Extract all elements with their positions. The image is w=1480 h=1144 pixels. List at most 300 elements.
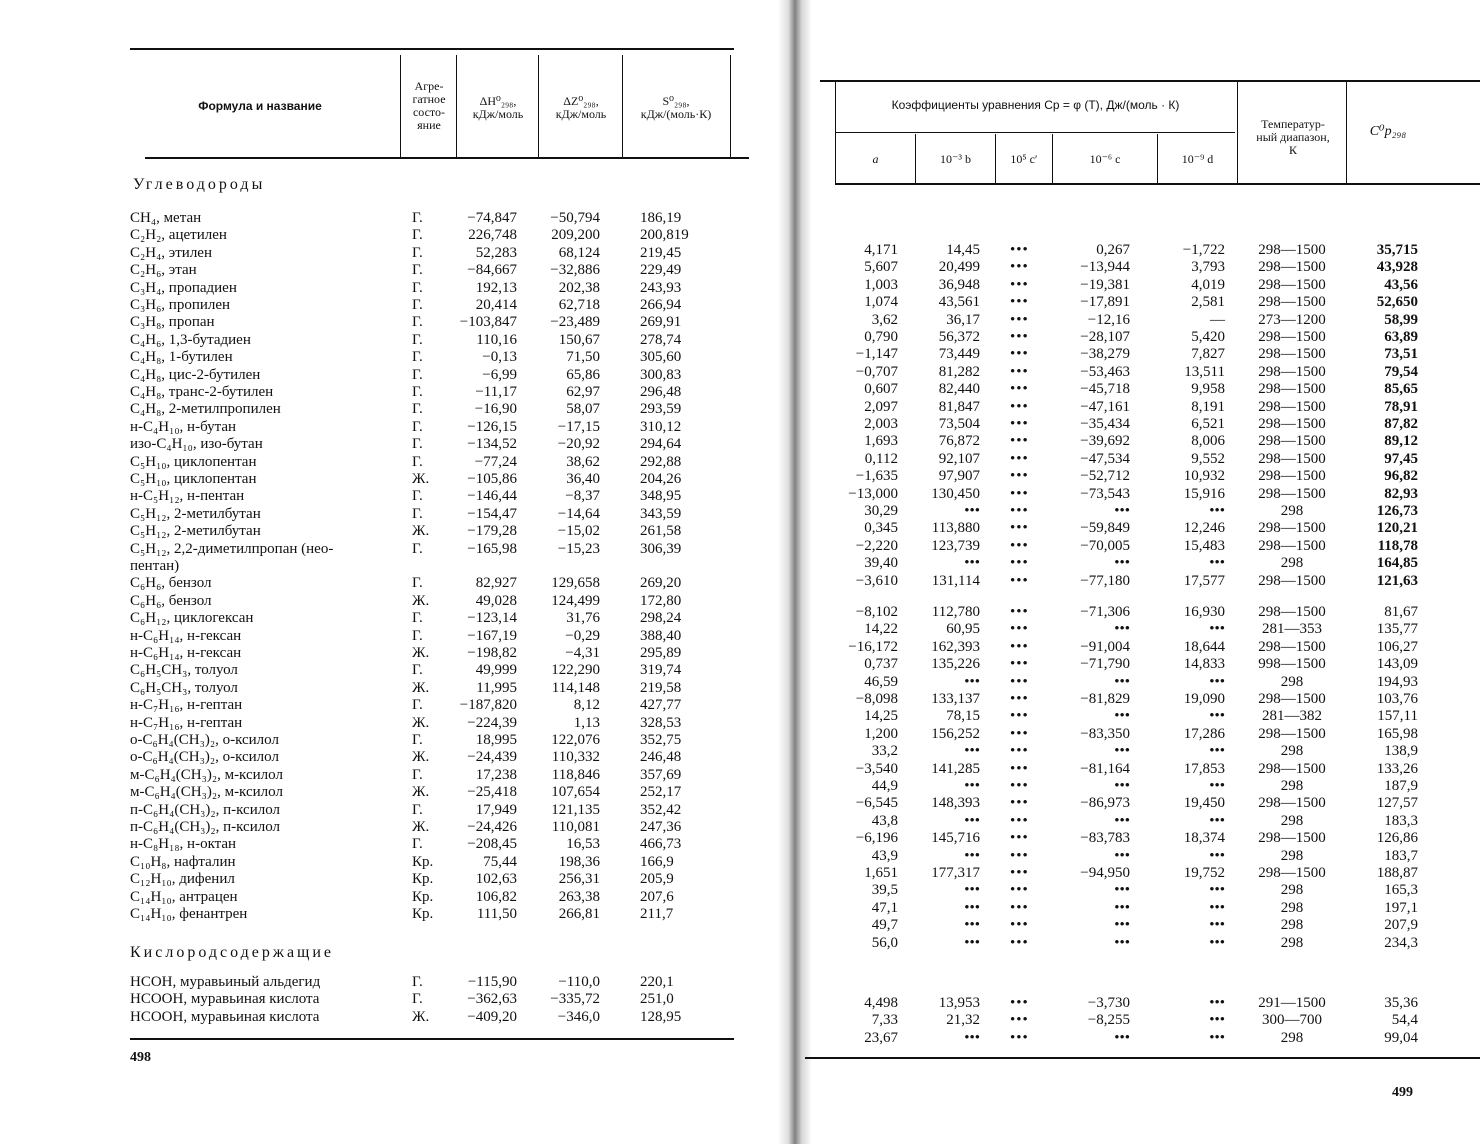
state-cell: Г.	[412, 331, 423, 348]
d-cell: 19,752	[1183, 865, 1225, 881]
dh-cell: −77,24	[474, 453, 517, 470]
compound-name: HCOH, муравьиный альдегид	[130, 974, 321, 990]
b-cell: •••	[964, 555, 980, 572]
table-row	[790, 708, 1480, 725]
table-row	[130, 245, 730, 262]
b-cell: •••	[964, 812, 980, 829]
header-c: 10⁻⁶ c	[1089, 152, 1121, 166]
compound-name: C₃H₈, пропан	[130, 314, 215, 331]
c-cell: •••	[1114, 899, 1130, 916]
dh-cell: 111,50	[476, 906, 517, 922]
a-cell: 1,200	[864, 725, 898, 742]
table-row	[130, 401, 730, 418]
s-cell: 343,59	[640, 505, 682, 522]
state-cell: Г.	[412, 610, 423, 627]
d-cell: •••	[1209, 503, 1225, 519]
a-cell: 46,59	[864, 673, 898, 690]
compound-name: н-C₆H₁₄, н-гексан	[130, 627, 242, 644]
range-cell: 281—353	[1262, 621, 1322, 638]
c-cell: •••	[1114, 743, 1130, 760]
cp-cell: 121,63	[1376, 572, 1418, 589]
table-row	[130, 854, 730, 871]
s-cell: 128,95	[640, 1008, 682, 1025]
c-cell: −91,004	[1080, 638, 1130, 655]
dz-cell: −15,02	[557, 523, 600, 540]
c-cell: −8,255	[1087, 1012, 1130, 1029]
c1-cell: •••	[1010, 638, 1029, 655]
dz-cell: −15,23	[557, 540, 600, 557]
s-cell: 292,88	[640, 453, 682, 470]
table-row	[790, 691, 1480, 708]
dz-cell: −4,31	[565, 645, 600, 661]
compound-name: C₄H₈, 1-бутилен	[130, 349, 233, 366]
s-cell: 269,91	[640, 314, 682, 331]
compound-name: C₁₄H₁₀, фенантрен	[130, 906, 248, 922]
table-row	[790, 830, 1480, 847]
table-row	[130, 732, 730, 749]
table-row	[130, 262, 730, 279]
c1-cell: •••	[1010, 795, 1029, 812]
dz-cell: 114,148	[551, 679, 600, 696]
a-cell: −16,172	[848, 638, 898, 655]
d-cell: •••	[1209, 743, 1225, 760]
s-cell: 295,89	[640, 645, 682, 661]
dz-cell: 62,718	[558, 297, 600, 313]
compound-name: н-C₅H₁₂, н-пентан	[130, 488, 245, 505]
a-cell: 43,9	[871, 847, 898, 864]
cp-cell: 188,87	[1376, 865, 1418, 881]
col-divider	[730, 55, 731, 159]
cp-cell: 43,928	[1376, 259, 1418, 276]
b-cell: 123,739	[931, 537, 980, 554]
b-cell: 92,107	[938, 450, 980, 467]
top-rule	[820, 80, 1480, 82]
a-cell: 39,5	[871, 882, 898, 899]
a-cell: 23,67	[864, 1029, 898, 1046]
cp-cell: 165,3	[1384, 882, 1418, 899]
a-cell: 2,097	[864, 398, 898, 415]
d-cell: •••	[1209, 555, 1225, 572]
state-cell: Г.	[412, 227, 423, 244]
b-cell: •••	[964, 882, 980, 899]
b-cell: 133,137	[931, 691, 980, 707]
table-row	[790, 813, 1480, 830]
range-cell: 298	[1280, 899, 1304, 916]
c1-cell: •••	[1010, 363, 1029, 380]
c1-cell: •••	[1010, 555, 1029, 572]
a-cell: −3,610	[855, 572, 898, 589]
cp-cell: 133,26	[1376, 760, 1418, 777]
table-row	[790, 329, 1480, 346]
header-range: Температур- ный диапазон, К	[1256, 117, 1330, 157]
dz-cell: 209,200	[551, 227, 600, 244]
compound-name: о-C₆H₄(CH₃)₂, о-ксилол	[130, 732, 279, 748]
header-cp: C⁰p₂₉₈	[1369, 124, 1407, 139]
table-row	[790, 1030, 1480, 1047]
s-cell: 229,49	[640, 262, 682, 279]
dz-cell: 124,499	[551, 592, 600, 609]
table-row	[790, 277, 1480, 294]
compound-name: пентан)	[130, 558, 180, 574]
d-cell: −1,722	[1182, 242, 1225, 258]
dh-cell: −362,63	[467, 991, 517, 1008]
table-row	[790, 364, 1480, 381]
a-cell: 0,112	[864, 450, 898, 467]
b-cell: 162,393	[931, 638, 980, 655]
c-cell: −47,534	[1080, 450, 1130, 467]
state-cell: Г.	[412, 662, 423, 679]
state-cell: Г.	[412, 697, 423, 714]
a-cell: 4,498	[864, 995, 898, 1011]
dh-cell: 17,949	[475, 801, 517, 818]
b-cell: 36,17	[946, 311, 980, 328]
d-cell: 8,006	[1191, 433, 1225, 450]
dh-cell: −115,90	[467, 974, 517, 990]
table-row	[130, 523, 730, 540]
d-cell: 12,246	[1183, 520, 1225, 537]
state-cell: Ж.	[412, 819, 430, 835]
d-cell: 15,483	[1183, 537, 1225, 554]
compound-name: C₅H₁₂, 2-метилбутан	[130, 523, 261, 540]
c1-cell: •••	[1010, 743, 1029, 760]
compound-name: C₆H₅CH₃, толуол	[130, 662, 238, 679]
c1-cell: •••	[1010, 621, 1029, 638]
b-cell: 14,45	[946, 242, 980, 258]
dh-cell: −165,98	[467, 540, 517, 557]
cp-cell: 99,04	[1384, 1029, 1418, 1046]
table-row	[790, 900, 1480, 917]
c1-cell: •••	[1010, 865, 1029, 881]
cp-cell: 135,77	[1376, 621, 1418, 638]
s-cell: 219,45	[640, 244, 682, 261]
dz-cell: −32,886	[550, 262, 600, 279]
dh-cell: −134,52	[467, 436, 517, 453]
s-cell: 300,83	[640, 366, 682, 383]
header-bottom-rule	[145, 157, 749, 159]
a-cell: −6,196	[855, 830, 898, 847]
dz-cell: 129,658	[551, 575, 600, 592]
dz-cell: 121,135	[551, 801, 600, 818]
a-cell: 1,693	[864, 433, 898, 450]
s-cell: 328,53	[640, 714, 682, 731]
dz-cell: 150,67	[558, 331, 600, 348]
compound-name: п-C₆H₄(CH₃)₂, п-ксилол	[130, 801, 280, 818]
cp-cell: 85,65	[1384, 381, 1418, 398]
b-cell: •••	[964, 673, 980, 690]
b-cell: 73,504	[938, 416, 980, 432]
compound-name: C₆H₆, бензол	[130, 592, 212, 609]
compound-name: C₆H₅CH₃, толуол	[130, 679, 238, 696]
c1-cell: •••	[1010, 485, 1029, 502]
state-cell: Г.	[412, 991, 423, 1008]
c1-cell: •••	[1010, 329, 1029, 345]
c-cell: •••	[1114, 1029, 1130, 1046]
range-cell: 298	[1280, 882, 1304, 899]
state-cell: Г.	[412, 349, 423, 366]
s-cell: 388,40	[640, 627, 682, 644]
range-cell: 281—382	[1262, 708, 1322, 725]
header-dz: ΔZ⁰₂₉₈, кДж/моль	[555, 94, 607, 121]
table-row	[790, 381, 1480, 398]
state-cell: Г.	[412, 244, 423, 261]
compound-name: CH₄, метан	[130, 210, 202, 226]
dz-cell: −110,0	[558, 974, 600, 990]
cp-cell: 183,7	[1384, 847, 1418, 864]
c1-cell: •••	[1010, 604, 1029, 620]
s-cell: 466,73	[640, 836, 682, 853]
col-divider	[1346, 82, 1347, 185]
table-row	[130, 645, 730, 662]
dz-cell: 118,846	[551, 766, 600, 783]
range-cell: 298	[1280, 673, 1304, 690]
compound-name: н-C₄H₁₀, н-бутан	[130, 418, 237, 435]
table-row	[130, 680, 730, 697]
state-cell: Ж.	[412, 592, 430, 609]
a-cell: −8,102	[855, 604, 898, 620]
c1-cell: •••	[1010, 294, 1029, 311]
compound-name: C₅H₁₀, циклопентан	[130, 471, 257, 487]
table-row	[130, 454, 730, 471]
table-row	[790, 312, 1480, 329]
header-c1: 10⁵ c′	[1010, 152, 1038, 166]
table-row	[790, 1012, 1480, 1029]
dh-cell: 11,995	[476, 679, 517, 696]
table-row	[130, 991, 730, 1008]
c1-cell: •••	[1010, 381, 1029, 398]
range-cell: 298—1500	[1258, 346, 1326, 363]
cp-cell: 89,12	[1384, 433, 1418, 450]
a-cell: −6,545	[855, 795, 898, 812]
c1-cell: •••	[1010, 572, 1029, 589]
a-cell: 0,607	[864, 381, 898, 398]
compound-name: C₂H₆, этан	[130, 262, 197, 279]
dh-cell: −11,17	[475, 384, 517, 400]
table-row	[130, 662, 730, 679]
table-row	[130, 419, 730, 436]
c1-cell: •••	[1010, 398, 1029, 415]
a-cell: 0,790	[864, 329, 898, 345]
table-row	[130, 802, 730, 819]
a-cell: 7,33	[871, 1012, 898, 1029]
d-cell: •••	[1209, 917, 1225, 934]
range-cell: 298—1500	[1258, 242, 1326, 258]
compound-name: н-C₈H₁₈, н-октан	[130, 836, 237, 853]
d-cell: 4,019	[1191, 276, 1225, 293]
s-cell: 204,26	[640, 471, 682, 487]
c-cell: •••	[1114, 934, 1130, 951]
state-cell: Ж.	[412, 749, 430, 766]
range-cell: 298—1500	[1258, 450, 1326, 467]
d-cell: •••	[1209, 934, 1225, 951]
range-cell: 291—1500	[1258, 995, 1326, 1011]
table-row	[130, 906, 730, 923]
c1-cell: •••	[1010, 691, 1029, 707]
c1-cell: •••	[1010, 725, 1029, 742]
table-row	[790, 538, 1480, 555]
state-cell: Ж.	[412, 471, 430, 487]
state-cell: Г.	[412, 314, 423, 331]
cp-cell: 164,85	[1376, 555, 1418, 572]
dh-cell: −224,39	[467, 714, 517, 731]
c-cell: −35,434	[1080, 416, 1130, 432]
dz-cell: 36,40	[566, 471, 600, 487]
a-cell: −1,635	[855, 468, 898, 485]
table-row	[130, 974, 730, 991]
a-cell: 3,62	[871, 311, 898, 328]
s-cell: 211,7	[640, 906, 674, 922]
state-cell: Г.	[412, 210, 423, 226]
d-cell: 9,958	[1191, 381, 1225, 398]
range-cell: 298	[1280, 934, 1304, 951]
b-cell: 13,953	[938, 995, 980, 1011]
table-row	[790, 520, 1480, 537]
dh-cell: −154,47	[467, 505, 517, 522]
d-cell: •••	[1209, 1029, 1225, 1046]
dz-cell: −8,37	[565, 488, 600, 505]
table-row	[130, 889, 730, 906]
dh-cell: 192,13	[475, 279, 517, 296]
dz-cell: 110,332	[551, 749, 600, 766]
a-cell: 33,2	[871, 743, 898, 760]
cp-cell: 52,650	[1376, 294, 1418, 311]
table-row	[790, 674, 1480, 691]
d-cell: 14,833	[1183, 656, 1225, 673]
s-cell: 172,80	[640, 592, 682, 609]
d-cell: 5,420	[1191, 329, 1225, 345]
compound-name: C₃H₆, пропилен	[130, 297, 231, 313]
range-cell: 298	[1280, 503, 1304, 519]
s-cell: 352,42	[640, 801, 682, 818]
s-cell: 200,819	[640, 227, 689, 244]
c-cell: −19,381	[1080, 276, 1130, 293]
page-number-left: 498	[130, 1050, 151, 1065]
c-cell: −83,350	[1080, 725, 1130, 742]
dz-cell: 38,62	[566, 453, 600, 470]
c-cell: −47,161	[1080, 398, 1130, 415]
s-cell: 243,93	[640, 279, 682, 296]
dz-cell: 263,38	[558, 888, 600, 905]
state-cell: Ж.	[412, 714, 430, 731]
c1-cell: •••	[1010, 778, 1029, 794]
a-cell: 4,171	[864, 242, 898, 258]
s-cell: 357,69	[640, 766, 682, 783]
compound-name: C₅H₁₂, 2-метилбутан	[130, 505, 261, 522]
c1-cell: •••	[1010, 934, 1029, 951]
d-cell: 7,827	[1191, 346, 1225, 363]
cp-cell: 165,98	[1376, 725, 1418, 742]
dz-cell: 1,13	[573, 714, 600, 731]
c1-cell: •••	[1010, 830, 1029, 847]
s-cell: 306,39	[640, 540, 682, 557]
b-cell: 131,114	[931, 572, 980, 589]
d-cell: 13,511	[1184, 363, 1225, 380]
table-row	[790, 743, 1480, 760]
state-cell: Г.	[412, 540, 423, 557]
header-dh: ΔH⁰₂₉₈, кДж/моль	[472, 94, 524, 121]
bottom-rule	[130, 1038, 734, 1040]
c-cell: •••	[1114, 708, 1130, 725]
c-cell: −39,692	[1080, 433, 1130, 450]
cp-cell: 183,3	[1384, 812, 1418, 829]
table-row	[790, 726, 1480, 743]
c1-cell: •••	[1010, 433, 1029, 450]
c-cell: −77,180	[1080, 572, 1130, 589]
col-divider	[1237, 82, 1238, 185]
dh-cell: 49,028	[475, 592, 517, 609]
d-cell: •••	[1209, 812, 1225, 829]
s-cell: 205,9	[640, 871, 674, 888]
table-row	[790, 259, 1480, 276]
s-cell: 310,12	[640, 418, 682, 435]
range-cell: 298—1500	[1258, 433, 1326, 450]
c1-cell: •••	[1010, 760, 1029, 777]
dz-cell: 71,50	[566, 349, 600, 366]
s-cell: 319,74	[640, 662, 682, 679]
compound-name: н-C₇H₁₆, н-гептан	[130, 697, 243, 714]
b-cell: •••	[964, 503, 980, 519]
cp-cell: 103,76	[1376, 691, 1418, 707]
s-cell: 251,0	[640, 991, 674, 1008]
d-cell: 19,090	[1183, 691, 1225, 707]
c-cell: •••	[1114, 621, 1130, 638]
cp-cell: 157,11	[1377, 708, 1418, 725]
c-cell: •••	[1114, 673, 1130, 690]
a-cell: 49,7	[871, 917, 898, 934]
state-cell: Г.	[412, 453, 423, 470]
a-cell: 30,29	[864, 503, 898, 519]
dh-cell: −187,820	[459, 697, 517, 714]
a-cell: 1,651	[864, 865, 898, 881]
dz-cell: −0,29	[565, 627, 600, 644]
compound-name: C₄H₈, транс-2-бутилен	[130, 384, 274, 400]
cp-cell: 138,9	[1384, 743, 1418, 760]
dh-cell: 18,995	[475, 732, 517, 748]
range-cell: 298—1500	[1258, 485, 1326, 502]
c-cell: −73,543	[1080, 485, 1130, 502]
range-cell: 298—1500	[1258, 398, 1326, 415]
range-cell: 298	[1280, 812, 1304, 829]
state-cell: Г.	[412, 488, 423, 505]
table-row	[790, 433, 1480, 450]
d-cell: 19,450	[1183, 795, 1225, 812]
dh-cell: 52,283	[475, 244, 517, 261]
d-cell: 16,930	[1183, 604, 1225, 620]
c-cell: −53,463	[1080, 363, 1130, 380]
b-cell: 112,780	[931, 604, 980, 620]
table-row	[790, 416, 1480, 433]
table-row	[130, 558, 730, 575]
d-cell: 10,932	[1183, 468, 1225, 485]
state-cell: Г.	[412, 974, 423, 990]
b-cell: 135,226	[931, 656, 980, 673]
b-cell: 56,372	[938, 329, 980, 345]
d-cell: 17,286	[1183, 725, 1225, 742]
state-cell: Г.	[412, 627, 423, 644]
state-cell: Г.	[412, 505, 423, 522]
dz-cell: 62,97	[566, 384, 600, 400]
c-cell: −28,107	[1080, 329, 1130, 345]
c-cell: −3,730	[1087, 995, 1130, 1011]
col-divider	[456, 55, 457, 159]
cp-cell: 35,36	[1384, 995, 1418, 1011]
table-row	[790, 555, 1480, 572]
state-cell: Ж.	[412, 784, 430, 801]
cp-cell: 106,27	[1376, 638, 1418, 655]
c1-cell: •••	[1010, 276, 1029, 293]
state-cell: Г.	[412, 418, 423, 435]
s-cell: 252,17	[640, 784, 682, 801]
a-cell: 14,22	[864, 621, 898, 638]
